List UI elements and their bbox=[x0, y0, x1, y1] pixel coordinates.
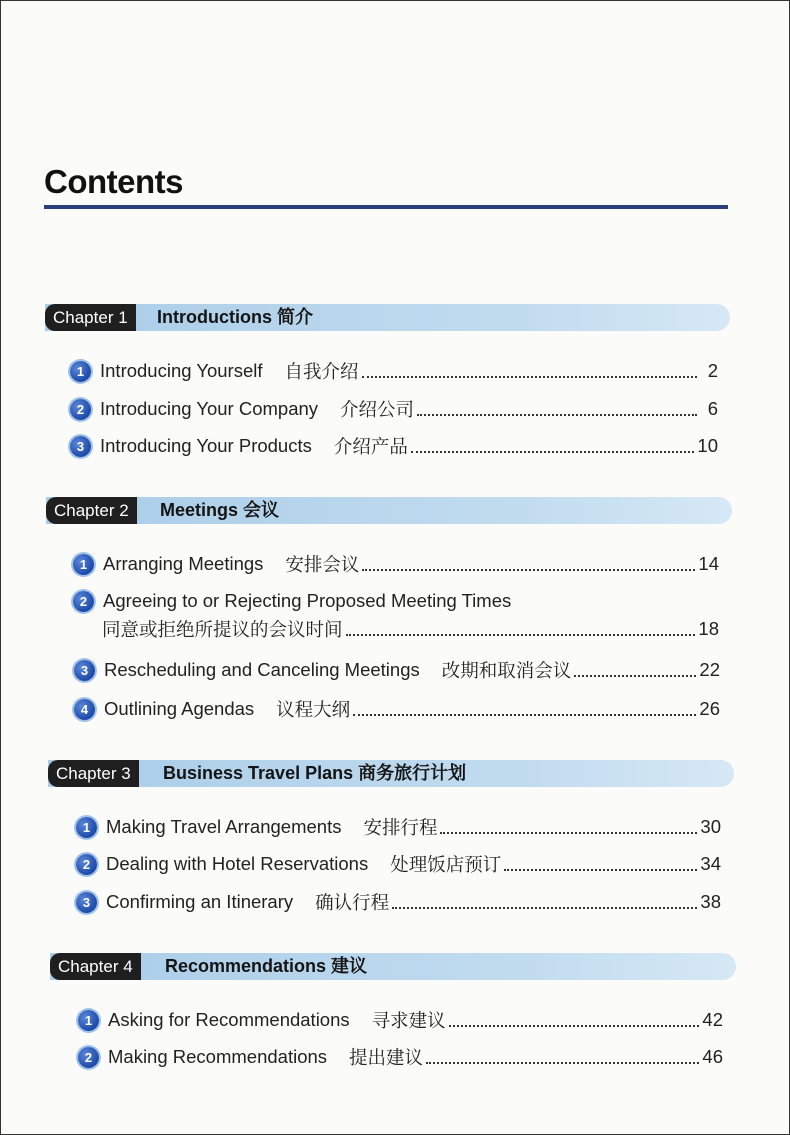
entry-title: Introducing Your Products bbox=[100, 435, 312, 456]
page-number: 26 bbox=[699, 698, 720, 719]
dot-leader bbox=[346, 634, 696, 636]
chapter-2-header[interactable] bbox=[46, 497, 732, 524]
number-badge-icon: 1 bbox=[76, 817, 97, 838]
page-number: 2 bbox=[707, 360, 718, 381]
entry-title-zh: 同意或拒绝所提议的会议时间 bbox=[102, 620, 343, 641]
toc-entry-2-2[interactable] bbox=[73, 587, 719, 643]
dot-leader bbox=[440, 832, 697, 834]
toc-entry-3-3[interactable] bbox=[76, 888, 721, 916]
number-badge-icon: 2 bbox=[73, 591, 94, 612]
chapter-4-tag: Chapter 4 bbox=[50, 953, 141, 980]
dot-leader bbox=[411, 451, 695, 453]
entry-title: Arranging Meetings bbox=[103, 553, 264, 574]
entry-title-zh: 介绍产品 bbox=[333, 437, 408, 458]
page-number: 6 bbox=[707, 398, 718, 419]
page-number: 10 bbox=[697, 435, 718, 456]
chapter-2-tag: Chapter 2 bbox=[46, 497, 137, 524]
chapter-4-title: Recommendations 建议 bbox=[165, 956, 368, 976]
page-number: 14 bbox=[698, 553, 719, 574]
chapter-3-title: Business Travel Plans 商务旅行计划 bbox=[163, 763, 467, 783]
chapter-2-title: Meetings 会议 bbox=[160, 500, 280, 520]
dot-leader bbox=[449, 1025, 700, 1027]
toc-entry-4-2[interactable] bbox=[78, 1043, 723, 1071]
page-number: 18 bbox=[698, 618, 719, 639]
dot-leader bbox=[353, 714, 696, 716]
number-badge-icon: 3 bbox=[74, 660, 95, 681]
number-badge-icon: 2 bbox=[78, 1047, 99, 1068]
page-title: Contents bbox=[44, 163, 183, 200]
chapter-1-header[interactable] bbox=[45, 304, 730, 331]
toc-entry-3-1[interactable] bbox=[76, 813, 721, 841]
entry-title: Outlining Agendas bbox=[104, 698, 255, 719]
entry-title: Making Recommendations bbox=[108, 1046, 328, 1067]
entry-title-zh: 安排行程 bbox=[363, 818, 438, 839]
title-underline bbox=[44, 205, 728, 209]
dot-leader bbox=[362, 569, 695, 571]
toc-entry-1-1[interactable] bbox=[70, 357, 718, 385]
toc-entry-1-2[interactable] bbox=[70, 395, 718, 423]
entry-title: Dealing with Hotel Reservations bbox=[106, 853, 369, 874]
dot-leader bbox=[504, 869, 697, 871]
entry-title-zh: 处理饭店预订 bbox=[390, 855, 502, 876]
entry-title-zh: 改期和取消会议 bbox=[441, 661, 572, 682]
number-badge-icon: 2 bbox=[70, 399, 91, 420]
page-number: 22 bbox=[699, 659, 720, 680]
dot-leader bbox=[417, 414, 697, 416]
number-badge-icon: 2 bbox=[76, 854, 97, 875]
toc-entry-2-1[interactable] bbox=[73, 550, 719, 578]
entry-title: Making Travel Arrangements bbox=[106, 816, 342, 837]
dot-leader bbox=[392, 907, 697, 909]
entry-title-zh: 自我介绍 bbox=[284, 362, 359, 383]
entry-title-zh: 介绍公司 bbox=[340, 400, 415, 421]
page-number: 30 bbox=[700, 816, 721, 837]
entry-title: Rescheduling and Canceling Meetings bbox=[104, 659, 420, 680]
dot-leader bbox=[574, 675, 696, 677]
entry-title-zh: 议程大纲 bbox=[276, 700, 351, 721]
entry-title-zh: 寻求建议 bbox=[371, 1011, 446, 1032]
page-number: 34 bbox=[700, 853, 721, 874]
page-number: 46 bbox=[702, 1046, 723, 1067]
number-badge-icon: 1 bbox=[78, 1010, 99, 1031]
number-badge-icon: 1 bbox=[73, 554, 94, 575]
chapter-1-tag: Chapter 1 bbox=[45, 304, 136, 331]
entry-title: Confirming an Itinerary bbox=[106, 891, 294, 912]
entry-title-zh: 提出建议 bbox=[349, 1048, 424, 1069]
chapter-3-header[interactable] bbox=[48, 760, 734, 787]
number-badge-icon: 3 bbox=[76, 892, 97, 913]
page-number: 42 bbox=[702, 1009, 723, 1030]
dot-leader bbox=[362, 376, 697, 378]
toc-entry-3-2[interactable] bbox=[76, 850, 721, 878]
chapter-3-tag: Chapter 3 bbox=[48, 760, 139, 787]
number-badge-icon: 1 bbox=[70, 361, 91, 382]
number-badge-icon: 3 bbox=[70, 436, 91, 457]
toc-entry-2-3[interactable] bbox=[74, 656, 720, 684]
toc-entry-1-3[interactable] bbox=[70, 432, 718, 460]
page-number: 38 bbox=[700, 891, 721, 912]
entry-title: Introducing Your Company bbox=[100, 398, 319, 419]
chapter-1-title: Introductions 简介 bbox=[157, 307, 313, 327]
number-badge-icon: 4 bbox=[74, 699, 95, 720]
entry-title: Asking for Recommendations bbox=[108, 1009, 350, 1030]
chapter-4-header[interactable] bbox=[50, 953, 736, 980]
entry-title: Agreeing to or Rejecting Proposed Meeting Times bbox=[103, 590, 512, 611]
toc-entry-2-4[interactable] bbox=[74, 695, 720, 723]
entry-title-zh: 安排会议 bbox=[285, 555, 360, 576]
entry-title-zh: 确认行程 bbox=[315, 893, 390, 914]
dot-leader bbox=[426, 1062, 699, 1064]
toc-entry-4-1[interactable] bbox=[78, 1006, 723, 1034]
entry-title: Introducing Yourself bbox=[100, 360, 263, 381]
